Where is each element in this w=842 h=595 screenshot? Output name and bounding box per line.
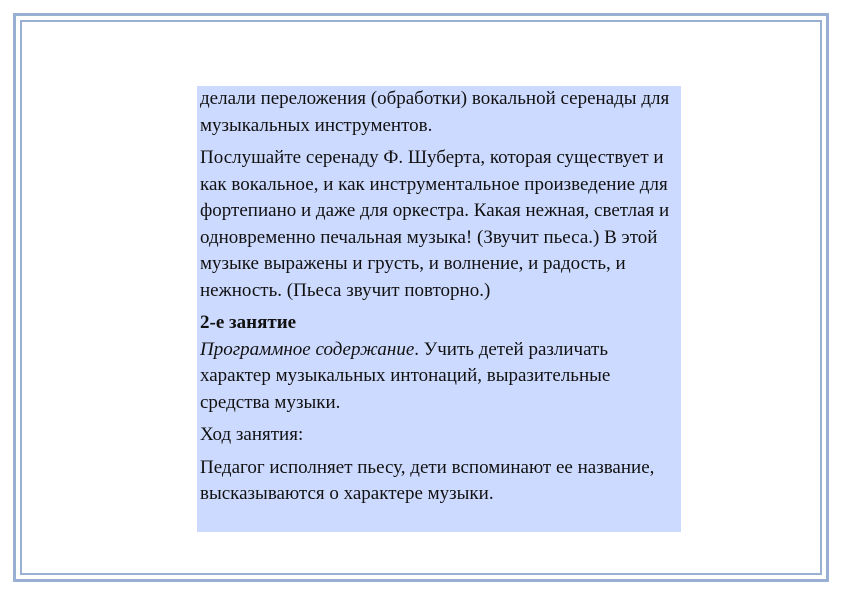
paragraph-teacher-plays: Педагог исполняет пьесу, дети вспоминают ее название, высказываются о характере музыки. [200, 456, 655, 504]
program-content-text: . Учить детей различать характер музыкальных интонаций, выразительные средства музыки. [200, 338, 611, 413]
paragraph-program-content [200, 337, 681, 417]
program-content-label: Программное содержание [200, 338, 415, 360]
text-content-block [197, 86, 681, 532]
paragraph-intro: делали переложения (обработки) вокальной серенады для музыкальных инструментов. [200, 88, 670, 136]
paragraph-lesson-course: Ход занятия: [200, 424, 304, 445]
paragraph-schubert-serenade: Послушайте серенаду Ф. Шуберта, которая существует и как вокальное, и как инструментальное произведение для фортепиано и даже для оркестра. Какая нежная, светлая и одновременно печальная музыка! (Звучит пьеса.) В этой музыке выражены и грусть, и волнение, и радость, и нежность. (Пьеса звучит повторно.) [200, 147, 670, 301]
lesson-heading: 2-е занятие [200, 312, 297, 333]
